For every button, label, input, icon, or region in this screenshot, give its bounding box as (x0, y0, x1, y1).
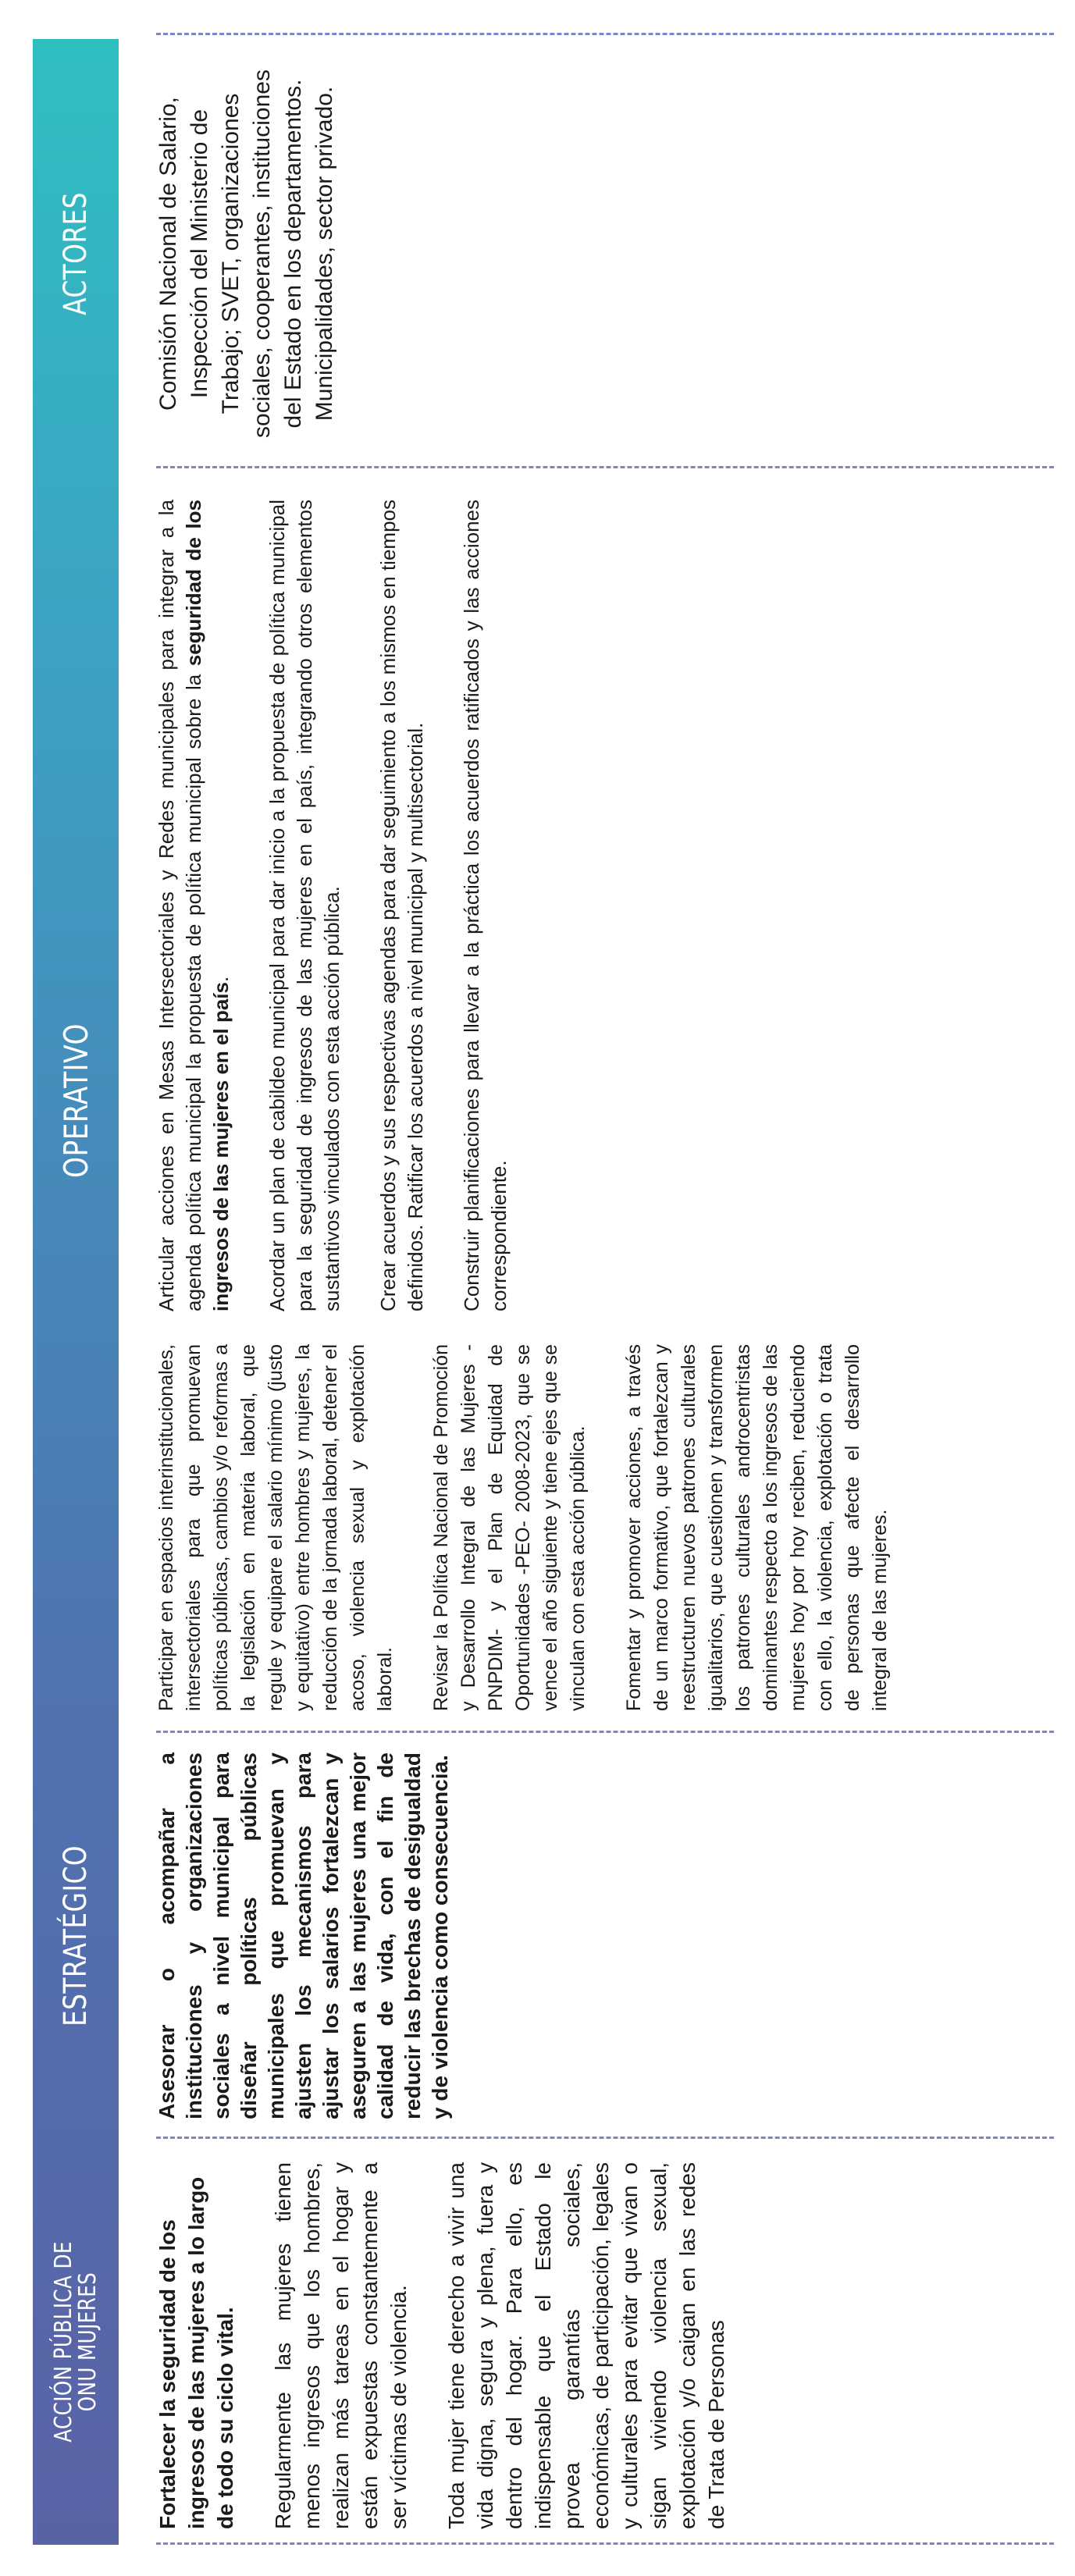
actores-column (153, 66, 340, 441)
operativo-paragraph: Fomentar y promover acciones, a través de un marco formativo, que fortalezcan y reestructuren nuevos patrones culturales igualitarios, que cuestionen y transformen los patrones culturales androcentristas dominantes respecto a los ingresos de las mujeres hoy por hoy reciben, reduciendo con ello, la violencia, explotación o trata de personas que afecte el desarrollo integral de las mujeres. (623, 1344, 891, 1711)
paragraph-text: . (209, 976, 233, 983)
estrategico-column (153, 1752, 454, 2119)
operativo-paragraph: Crear acuerdos y sus respectivas agendas para dar seguimiento a los mismos en tiempos definidos. Ratificar los acuerdos a nivel municipal y multisectorial. (376, 500, 427, 1311)
estrategico-text: Asesorar o acompañar a instituciones y organizaciones sociales a nivel municipal para diseñar políticas públicas municipales que promuevan y ajusten los mecanismos para ajustar los salarios fortalezcan y aseguren a las mujeres una mejor calidad de vida, con el fin de reducir las brechas de desigualdad y de violencia como consecuencia. (155, 1752, 452, 2119)
accion-paragraph: Regularmente las mujeres tienen menos ingresos que los hombres, realizan más tareas en el hogar y están expuestas constantemente a ser víctimas de violencia. (271, 2162, 411, 2529)
operativo-paragraph (153, 500, 235, 1311)
operativo-paragraph: Revisar la Política Nacional de Promoción y Desarrollo Integral de las Mujeres -PNPDIM- y el Plan de Equidad de Oportunidades -PEO- 2008-2023, que se vence el año siguiente y tiene ejes que se vinculan con esta acción pública. (430, 1344, 589, 1711)
operativo-left-column (153, 1344, 923, 1711)
paragraph-text: Articular acciones en Mesas Intersectoriales y Redes municipales para integrar a la agenda política municipal la propuesta de política municipal sobre la (155, 500, 205, 1311)
accion-paragraph: Toda mujer tiene derecho a vivir una vida digna, segura y plena, fuera y dentro del hogar. Para ello, es indispensable que el Estado le provea garantías sociales, económicas, de participación, legales y culturales para evitar que vivan o sigan viviendo violencia sexual, explotación y/o caigan en las redes de Trata de Personas (444, 2162, 728, 2529)
column-divider (156, 2137, 1054, 2139)
column-divider (156, 2542, 1054, 2545)
header-accion-line2: ONU MUJERES (74, 2272, 101, 2412)
header-actores: ACTORES (58, 192, 94, 315)
operativo-paragraph: Participar en espacios interinstitucionales, intersectoriales para que promuevan políticas públicas, cambios y/o reformas a la legislación en materia laboral, que regule y equipare el salario mínimo (justo y equitativo) entre hombres y mujeres, la reducción de la jornada laboral, detener el acoso, violencia sexual y explotación laboral. (155, 1344, 396, 1711)
column-divider (156, 1731, 1054, 1733)
operativo-right-column (153, 500, 542, 1311)
header-accion-publica (33, 2176, 119, 2508)
operativo-paragraph: Acordar un plan de cabildeo municipal para dar inicio a la propuesta de política municipal para la seguridad de ingresos de las mujeres en el país, integrando otros elementos sustantivos vinculados con esta acción pública. (265, 500, 344, 1311)
paragraph-emphasis: seguridad de los ingresos de las mujeres en el país (182, 499, 233, 1311)
header-estrategico: ESTRATÉGICO (58, 1845, 94, 2027)
header-accion-line1: ACCIÓN PÚBLICA DE (50, 2241, 77, 2443)
column-divider (156, 466, 1054, 468)
actores-text: Comisión Nacional de Salario, Inspección del Ministerio de Trabajo; SVET, organizaciones sociales, cooperantes, instituciones del Estado en los departamentos. Municipalidades, sector privado. (155, 69, 337, 438)
accion-title: Fortalecer la seguridad de los ingresos de las mujeres a lo largo de todo su ciclo vital. (155, 2176, 237, 2529)
operativo-paragraph: Construir planificaciones para llevar a la práctica los acuerdos ratificados y las acciones correspondiente. (460, 500, 511, 1311)
accion-publica-column (153, 2162, 760, 2529)
column-divider (156, 33, 1054, 35)
header-operativo: OPERATIVO (56, 1023, 95, 1179)
